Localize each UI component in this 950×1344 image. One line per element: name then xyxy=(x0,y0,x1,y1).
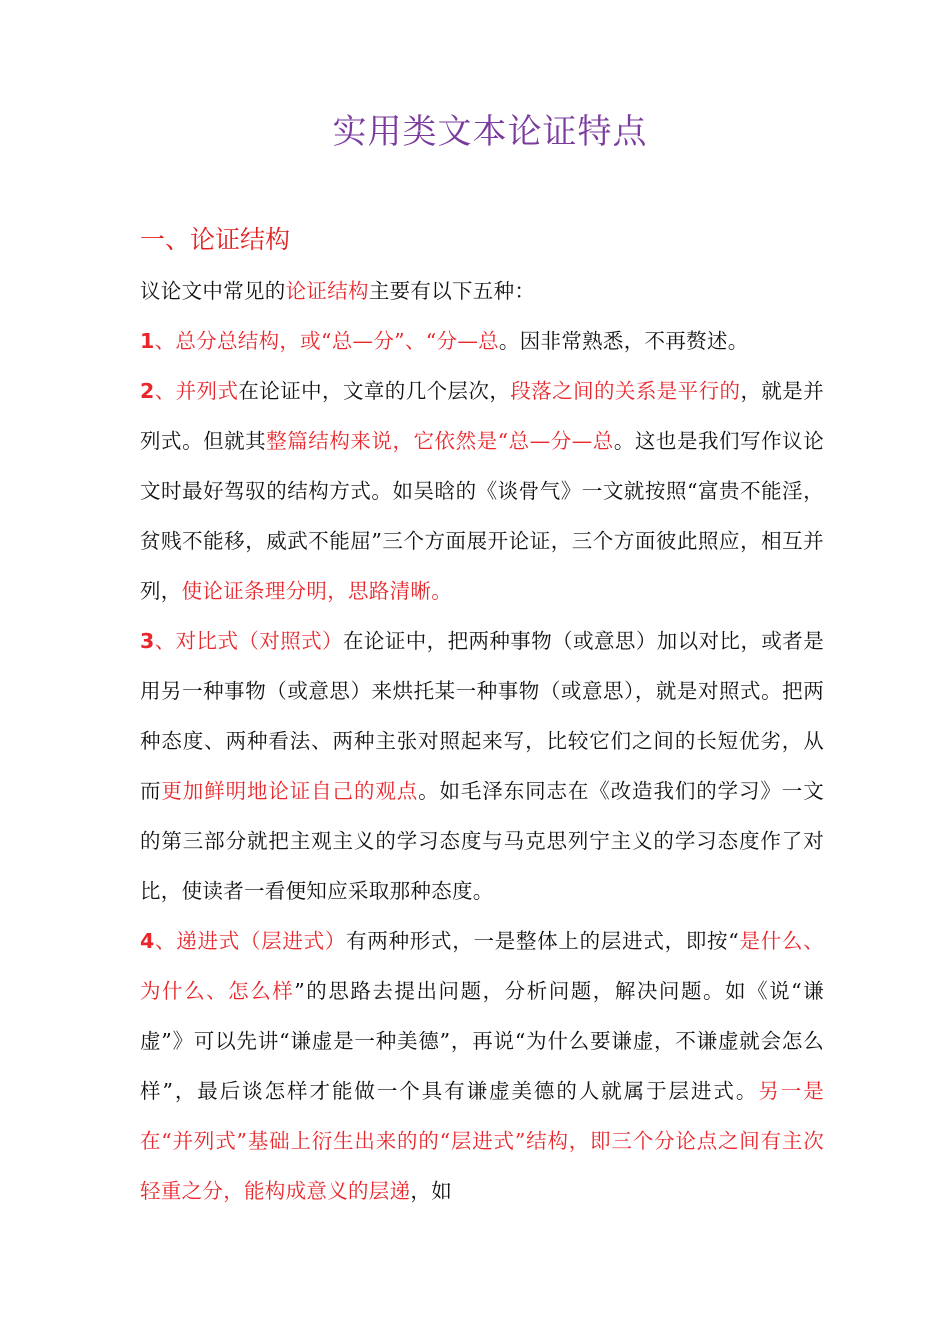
intro-paragraph xyxy=(140,266,824,316)
document-body xyxy=(140,266,824,1216)
item-2-highlight: 使论证条理分明，思路清晰。 xyxy=(181,579,453,603)
item-2-highlight: 整篇结构来说，它依然是“总—分—总 xyxy=(266,429,614,453)
item-1-paragraph xyxy=(140,316,824,366)
item-4-paragraph xyxy=(140,916,824,1216)
item-4-text: ，如 xyxy=(410,1179,453,1203)
item-2-text: 。这也是我们写作议论文时最好驾驭的结构方式。如吴晗的《谈骨气》一文就按照“富贵不能淫，贫贱不能移，威武不能屈”三个方面展开论证，三个方面彼此照应，相互并列， xyxy=(140,429,824,603)
intro-text: 议论文中常见的 xyxy=(140,279,286,303)
intro-highlight: 论证结构 xyxy=(285,279,369,303)
item-number: 2 xyxy=(140,379,155,403)
item-4-heading: 、递进式（层进式） xyxy=(154,929,347,953)
item-4-highlight: 另一是在“并列式”基础上衍生出来的的“层进式”结构，即三个分论点之间有主次轻重之分，能构成意义的层递 xyxy=(140,1079,824,1203)
item-2-highlight: 段落之间的关系是平行的 xyxy=(510,379,741,403)
item-4-highlight: 是什么、为什么、怎么样 xyxy=(140,929,825,1003)
item-1-heading: 、总分总结构，或“总—分”、“分—总 xyxy=(154,329,499,353)
item-3-paragraph xyxy=(140,616,824,916)
intro-text: 主要有以下五种： xyxy=(368,279,536,303)
item-3-highlight: 更加鲜明地论证自己的观点 xyxy=(161,779,419,803)
item-3-text: 。如毛泽东同志在《改造我们的学习》一文的第三部分就把主观主义的学习态度与马克思列宁主义的学习态度作了对比，使读者一看便知应采取那种态度。 xyxy=(140,779,824,903)
item-3-text: 在论证中，把两种事物（或意思）加以对比，或者是用另一种事物（或意思）来烘托某一种事物（或意思），就是对照式。把两种态度、两种看法、两种主张对照起来写，比较它们之间的长短优劣，从而 xyxy=(140,629,825,803)
item-2-text: ，就是并列式。但就其 xyxy=(140,379,824,453)
item-4-text: ”的思路去提出问题，分析问题，解决问题。如《说“谦虚”》可以先讲“谦虚是一种美德”，再说“为什么要谦虚，不谦虚就会怎么样”，最后谈怎样才能做一个具有谦虚美德的人就属于层进式。 xyxy=(140,979,824,1103)
item-number: 4 xyxy=(140,929,155,953)
section-heading: 一、论证结构 xyxy=(140,225,291,254)
item-number: 3 xyxy=(140,629,155,653)
item-3-heading: 、对比式（对照式） xyxy=(154,629,343,653)
item-2-paragraph xyxy=(140,366,824,616)
item-2-text: 在论证中，文章的几个层次， xyxy=(238,379,511,403)
item-4-text: 有两种形式，一是整体上的层进式，即按“ xyxy=(346,929,740,953)
item-2-heading: 、并列式 xyxy=(154,379,239,403)
item-number: 1 xyxy=(140,329,155,353)
item-1-text: 。因非常熟悉，不再赘述。 xyxy=(498,329,749,353)
document-title: 实用类文本论证特点 xyxy=(332,112,648,152)
